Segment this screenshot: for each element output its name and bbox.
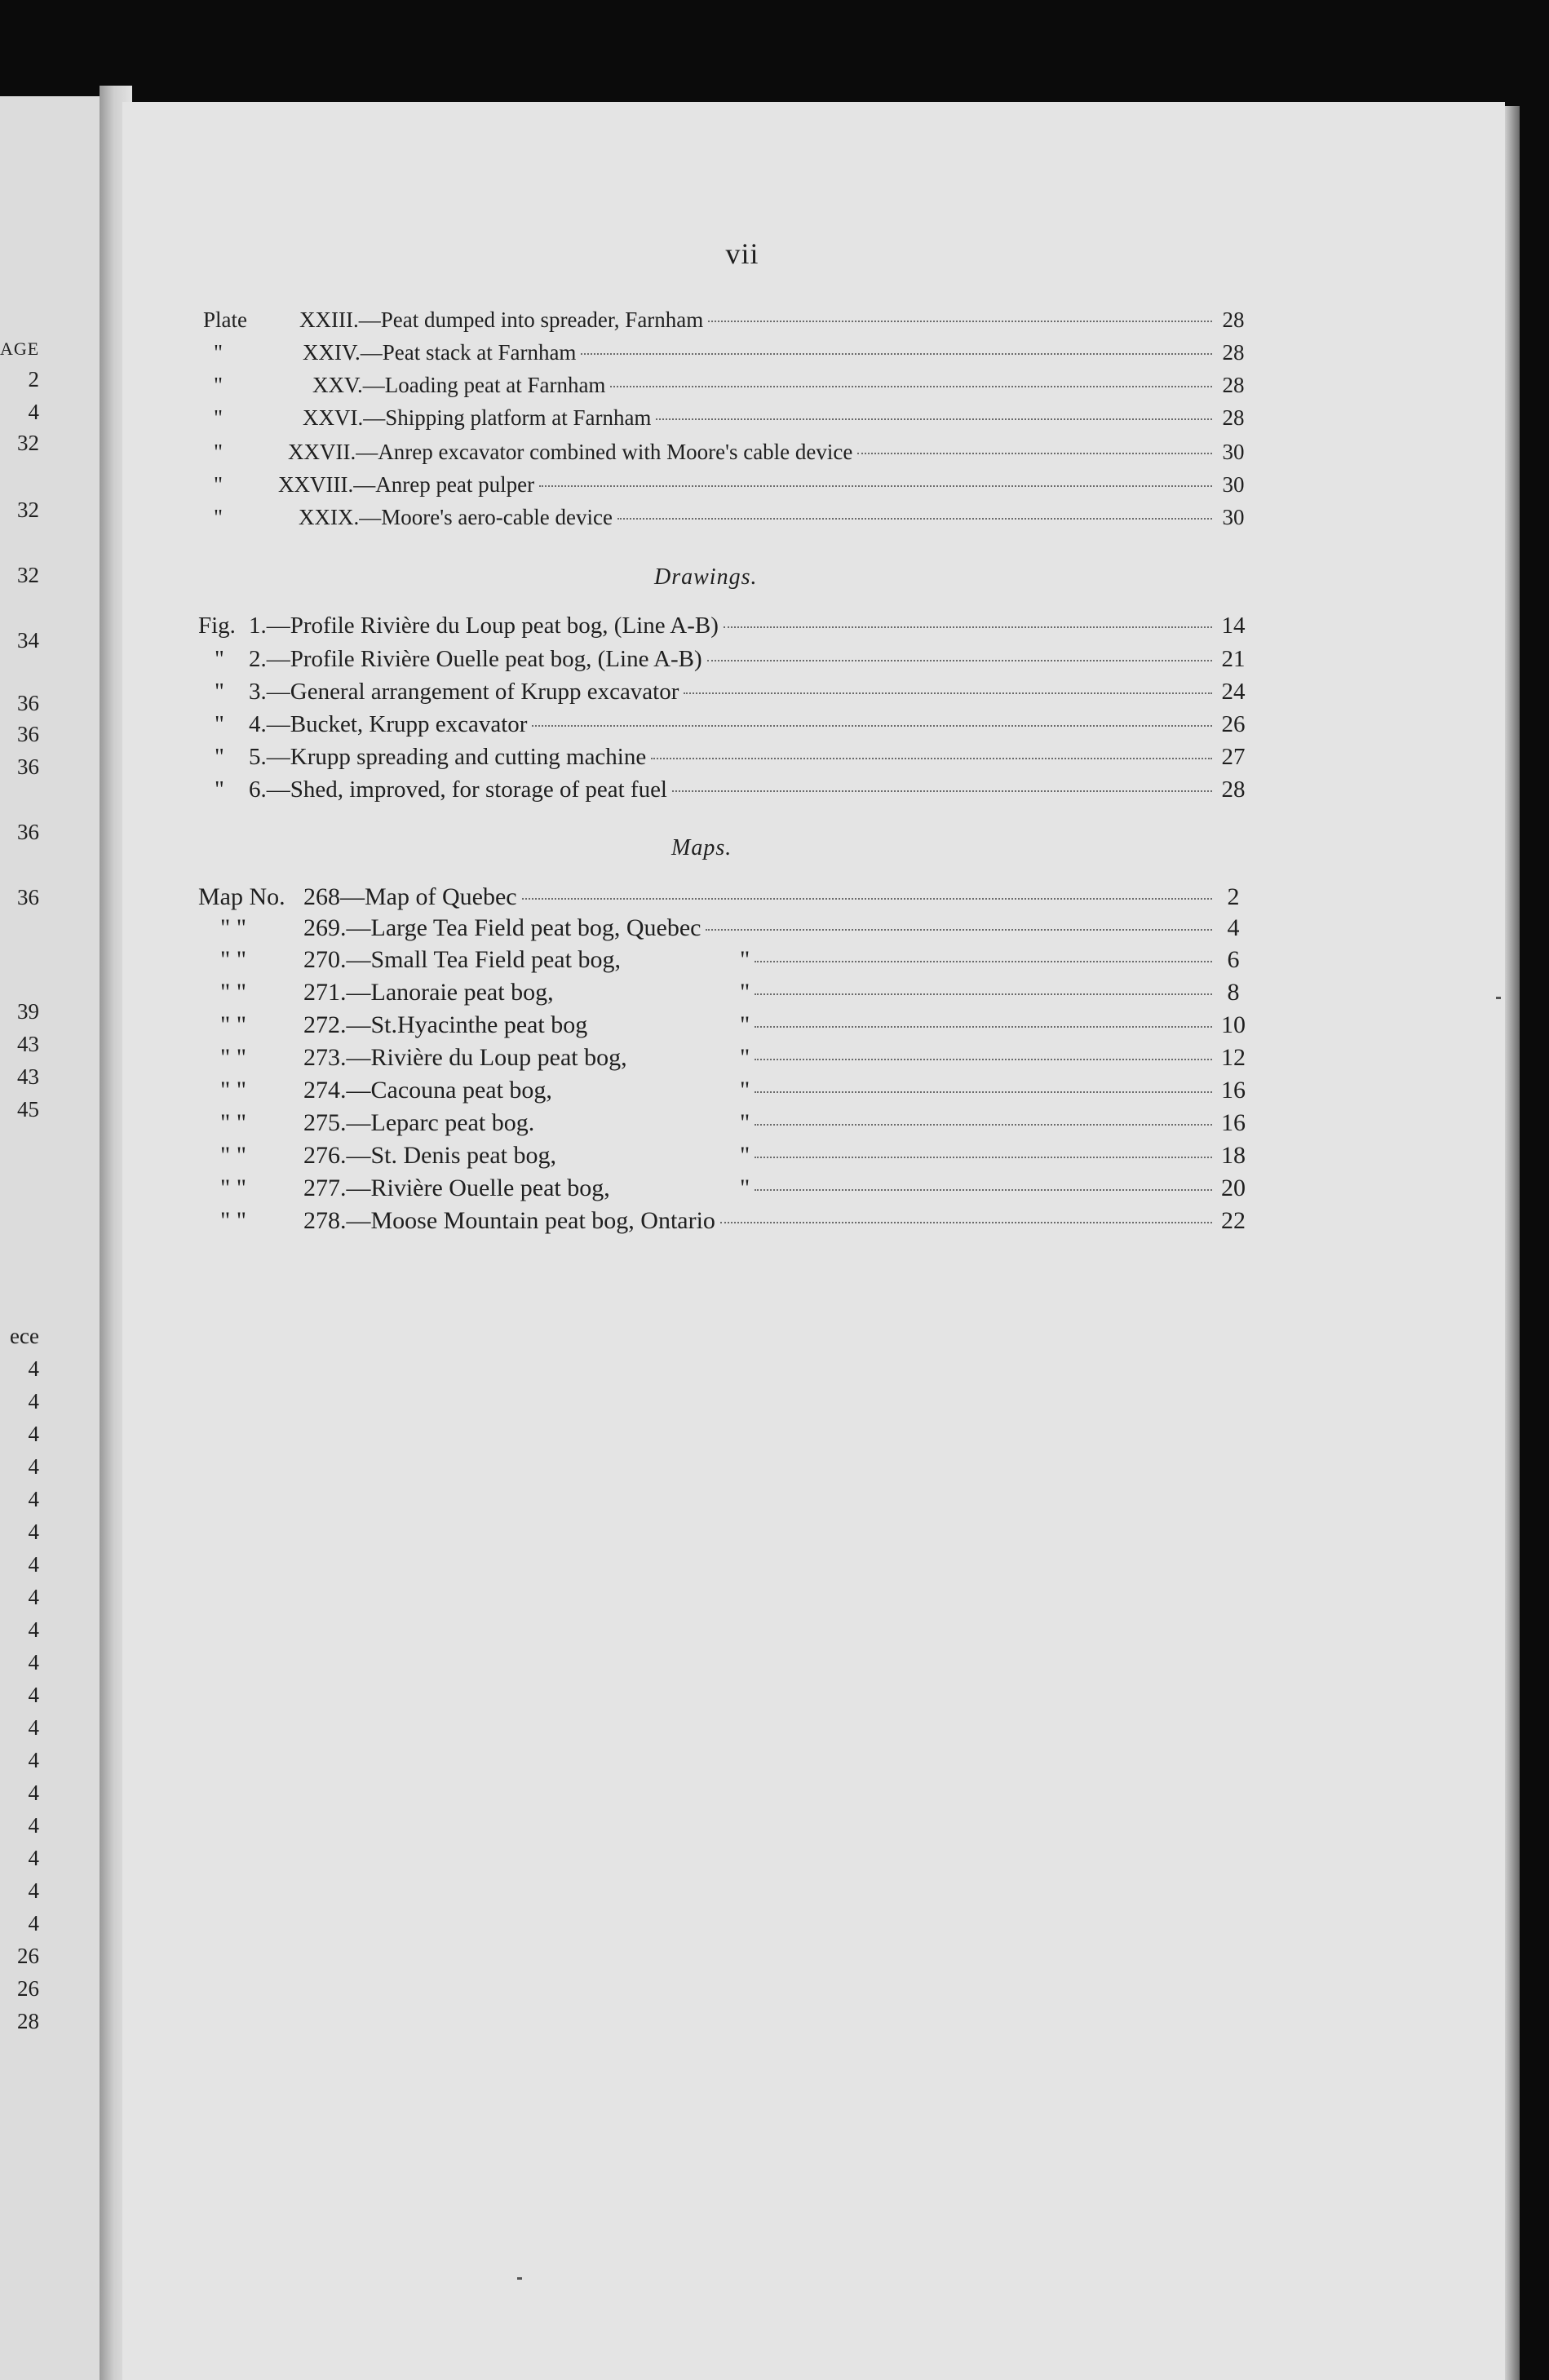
entry-prefix: " <box>215 679 224 705</box>
entry-page: 4 <box>1227 914 1240 941</box>
entry-page: 18 <box>1221 1142 1246 1169</box>
entry-title: XXIV.—Peat stack at Farnham <box>303 340 577 365</box>
left-page-number: 28 <box>17 2009 39 2033</box>
entry-title: XXVIII.—Anrep peat pulper <box>278 472 535 497</box>
entry-prefix: " " <box>220 1207 246 1234</box>
left-page-number: 32 <box>17 431 39 455</box>
map-entry <box>220 1109 1250 1137</box>
entry-prefix: " " <box>220 946 246 973</box>
map-entry <box>220 1207 1250 1235</box>
leader-dots <box>656 418 1212 420</box>
ditto-mark: " <box>740 946 750 973</box>
entry-page: 27 <box>1221 744 1246 770</box>
entry-prefix: " <box>215 776 224 803</box>
leader-dots <box>651 758 1212 759</box>
entry-prefix: " <box>215 711 224 737</box>
ditto-mark: " <box>740 979 750 1006</box>
entry-prefix: " " <box>220 1077 246 1104</box>
figure-entry <box>215 711 1250 739</box>
left-page-number: 43 <box>17 1064 39 1089</box>
left-page-number: 4 <box>28 1781 39 1805</box>
entry-title: 268—Map of Quebec <box>303 883 517 910</box>
left-page-number: 36 <box>17 820 39 844</box>
leader-dots <box>707 660 1212 661</box>
figure-entry <box>215 776 1250 804</box>
left-page-number: 4 <box>28 1878 39 1903</box>
ditto-mark: " <box>740 1011 750 1038</box>
leader-dots <box>755 1059 1212 1060</box>
entry-title: XXIII.—Peat dumped into spreader, Farnham <box>299 307 704 332</box>
left-page-number: 45 <box>17 1097 39 1121</box>
entry-page: 20 <box>1221 1175 1246 1201</box>
scan-speck <box>1496 997 1501 999</box>
left-page-number: 4 <box>28 1748 39 1772</box>
entry-title: 271.—Lanoraie peat bog, <box>303 979 554 1006</box>
left-page-number: ece <box>10 1324 39 1348</box>
ditto-mark: " <box>740 1142 750 1169</box>
leader-dots <box>539 485 1212 487</box>
map-entry <box>220 946 1250 974</box>
entry-title: 269.—Large Tea Field peat bog, Quebec <box>303 914 701 941</box>
left-page-number: 4 <box>28 1650 39 1674</box>
entry-title: 4.—Bucket, Krupp excavator <box>249 711 528 737</box>
entry-title: 270.—Small Tea Field peat bog, <box>303 946 621 973</box>
left-page-number: 4 <box>28 1552 39 1577</box>
entry-title: 275.—Leparc peat bog. <box>303 1109 535 1136</box>
entry-title: XXVII.—Anrep excavator combined with Moore's cable device <box>288 440 853 464</box>
map-entry <box>220 1175 1250 1202</box>
leader-dots <box>684 692 1212 694</box>
left-page-number: 36 <box>17 691 39 715</box>
leader-dots <box>617 518 1212 520</box>
left-page-number: AGE <box>0 338 40 359</box>
entry-prefix: " " <box>220 914 246 941</box>
entry-page: 16 <box>1221 1109 1246 1136</box>
entry-page: 12 <box>1221 1044 1246 1071</box>
left-page-number: 34 <box>17 628 39 653</box>
entry-prefix: " " <box>220 979 246 1006</box>
entry-title: 1.—Profile Rivière du Loup peat bog, (Line A-B) <box>249 613 719 639</box>
entry-prefix: " <box>214 340 223 365</box>
plate-entry <box>214 440 1250 467</box>
entry-title: 5.—Krupp spreading and cutting machine <box>249 744 647 770</box>
left-page-number: 4 <box>28 1585 39 1609</box>
left-page-number: 4 <box>28 1487 39 1511</box>
ditto-mark: " <box>740 1175 750 1201</box>
left-page-number: 36 <box>17 885 39 909</box>
entry-page: 28 <box>1222 307 1245 332</box>
left-page-number: 26 <box>17 1976 39 2001</box>
leader-dots <box>755 1026 1212 1028</box>
leader-dots <box>755 1189 1212 1191</box>
map-entry <box>198 883 1250 911</box>
entry-prefix: " " <box>220 1011 246 1038</box>
map-entry <box>220 1044 1250 1072</box>
entry-page: 14 <box>1221 613 1246 639</box>
left-page-number: 4 <box>28 1715 39 1740</box>
entry-title: 274.—Cacouna peat bog, <box>303 1077 552 1104</box>
plate-entry <box>214 340 1250 368</box>
entry-prefix: " " <box>220 1142 246 1169</box>
left-page-number: 32 <box>17 498 39 522</box>
entry-page: 30 <box>1222 440 1245 464</box>
ditto-mark: " <box>740 1044 750 1071</box>
left-page-number: 43 <box>17 1032 39 1056</box>
page-folio: vii <box>725 237 759 270</box>
entry-prefix: " " <box>220 1175 246 1201</box>
entry-page: 28 <box>1222 373 1245 397</box>
entry-prefix: " <box>214 440 223 464</box>
entry-prefix: Fig. <box>198 613 236 639</box>
left-page-number: 4 <box>28 1389 39 1413</box>
leader-dots <box>672 790 1212 792</box>
entry-prefix: " <box>214 373 223 397</box>
entry-prefix: " " <box>220 1109 246 1136</box>
plate-entry <box>203 307 1250 335</box>
leader-dots <box>610 386 1212 387</box>
map-entry <box>220 1142 1250 1170</box>
plate-entry <box>214 472 1250 500</box>
map-entry <box>220 1077 1250 1104</box>
entry-prefix: " <box>214 472 223 497</box>
map-entry <box>220 979 1250 1006</box>
entry-page: 30 <box>1222 472 1245 497</box>
entry-page: 8 <box>1227 979 1240 1006</box>
leader-dots <box>708 321 1212 322</box>
entry-title: XXIX.—Moore's aero-cable device <box>299 505 613 529</box>
entry-title: XXV.—Loading peat at Farnham <box>312 373 606 397</box>
leader-dots <box>522 898 1212 900</box>
entry-title: 273.—Rivière du Loup peat bog, <box>303 1044 627 1071</box>
left-page-number: 36 <box>17 722 39 746</box>
entry-page: 10 <box>1221 1011 1246 1038</box>
left-page-number: 4 <box>28 1683 39 1707</box>
entry-page: 28 <box>1222 340 1245 365</box>
left-page-number: 4 <box>28 1911 39 1935</box>
figure-entry <box>198 613 1250 640</box>
leader-dots <box>532 725 1212 727</box>
entry-title: 3.—General arrangement of Krupp excavator <box>249 679 679 705</box>
map-entry <box>220 1011 1250 1039</box>
leader-dots <box>755 993 1212 995</box>
entry-prefix: Plate <box>203 307 247 332</box>
maps-heading: Maps. <box>671 835 732 860</box>
entry-title: 272.—St.Hyacinthe peat bog <box>303 1011 588 1038</box>
figure-entry <box>215 646 1250 674</box>
leader-dots <box>857 453 1212 454</box>
left-page-number: 4 <box>28 1520 39 1544</box>
left-page-number: 4 <box>28 1454 39 1479</box>
figure-entry <box>215 679 1250 706</box>
entry-page: 21 <box>1221 646 1246 672</box>
drawings-heading: Drawings. <box>654 564 758 590</box>
left-page-number: 36 <box>17 754 39 779</box>
ditto-mark: " <box>740 1077 750 1104</box>
left-page-number: 4 <box>28 400 39 424</box>
leader-dots <box>755 961 1212 962</box>
entry-prefix: " " <box>220 1044 246 1071</box>
scan-speck <box>517 2277 522 2280</box>
entry-title: 276.—St. Denis peat bog, <box>303 1142 556 1169</box>
entry-page: 30 <box>1222 505 1245 529</box>
entry-page: 24 <box>1221 679 1246 705</box>
left-page-number: 4 <box>28 1422 39 1446</box>
left-page-number: 4 <box>28 1846 39 1870</box>
left-page-number: 4 <box>28 1356 39 1381</box>
entry-title: 278.—Moose Mountain peat bog, Ontario <box>303 1207 715 1234</box>
left-page-number: 26 <box>17 1944 39 1968</box>
entry-prefix: " <box>215 646 224 672</box>
page-edge <box>1505 106 1520 2380</box>
entry-prefix: Map No. <box>198 883 285 910</box>
entry-title: 6.—Shed, improved, for storage of peat fuel <box>249 776 667 803</box>
left-page-number: 2 <box>28 367 39 392</box>
leader-dots <box>720 1222 1212 1223</box>
leader-dots <box>706 929 1212 931</box>
plate-entry <box>214 373 1250 400</box>
entry-page: 6 <box>1227 946 1240 973</box>
map-entry <box>220 914 1250 942</box>
entry-title: 277.—Rivière Ouelle peat bog, <box>303 1175 610 1201</box>
leader-dots <box>724 626 1212 628</box>
entry-page: 26 <box>1221 711 1246 737</box>
leader-dots <box>755 1091 1212 1093</box>
left-page-number: 39 <box>17 999 39 1024</box>
plate-entry <box>214 405 1250 433</box>
entry-prefix: " <box>214 505 223 529</box>
plate-entry <box>214 505 1250 533</box>
left-page-number: 32 <box>17 563 39 587</box>
entry-title: 2.—Profile Rivière Ouelle peat bog, (Line A-B) <box>249 646 702 672</box>
entry-prefix: " <box>215 744 224 770</box>
left-page-number: 4 <box>28 1617 39 1642</box>
entry-page: 28 <box>1221 776 1246 803</box>
figure-entry <box>215 744 1250 772</box>
entry-page: 22 <box>1221 1207 1246 1234</box>
leader-dots <box>581 353 1212 355</box>
entry-page: 16 <box>1221 1077 1246 1104</box>
ditto-mark: " <box>740 1109 750 1136</box>
leader-dots <box>755 1157 1212 1158</box>
entry-prefix: " <box>214 405 223 430</box>
left-page-number: 4 <box>28 1813 39 1838</box>
entry-page: 2 <box>1227 883 1240 910</box>
entry-title: XXVI.—Shipping platform at Farnham <box>303 405 652 430</box>
entry-page: 28 <box>1222 405 1245 430</box>
leader-dots <box>755 1124 1212 1126</box>
